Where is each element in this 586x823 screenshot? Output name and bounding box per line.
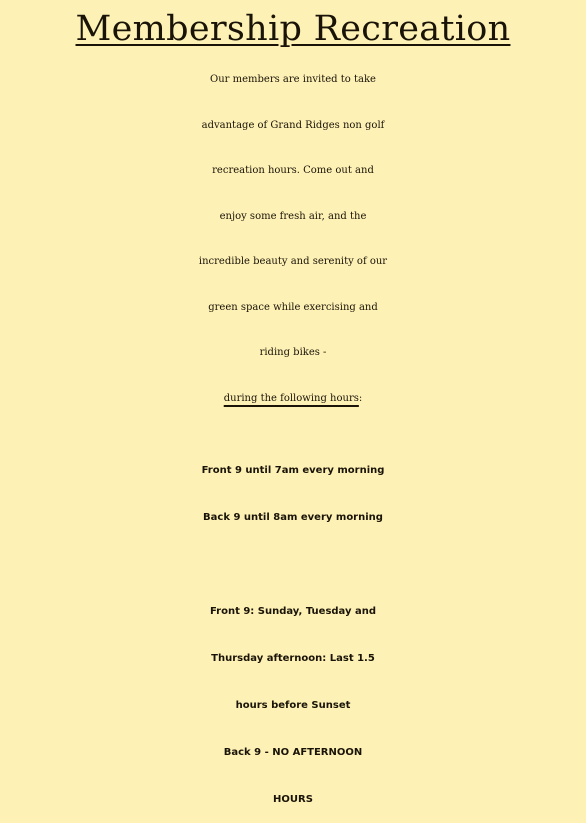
morning-hours [0, 447, 586, 541]
front-nine-morning: Front 9 until 7am every morning [201, 465, 385, 476]
notice-title [0, 6, 586, 52]
hours-heading-text: during the following hours [223, 392, 359, 404]
afternoon-line: hours before Sunset [235, 700, 351, 711]
intro-line: incredible beauty and serenity of our [198, 256, 388, 267]
hours-heading [0, 376, 586, 422]
afternoon-line: Back 9 - NO AFTERNOON [223, 747, 363, 758]
intro-line: advantage of Grand Ridges non golf [201, 119, 385, 131]
afternoon-line: Thursday afternoon: Last 1.5 [211, 653, 375, 664]
notice-intro [0, 57, 586, 421]
intro-line: Our members are invited to take [210, 74, 376, 85]
afternoon-line: Front 9: Sunday, Tuesday and [209, 606, 377, 617]
intro-line: recreation hours. Come out and [212, 165, 374, 176]
notice-title-text: Membership Recreation [75, 9, 511, 49]
back-nine-morning: Back 9 until 8am every morning [203, 512, 383, 523]
intro-line: enjoy some fresh air, and the [219, 210, 367, 222]
hours-heading-colon: : [358, 392, 363, 404]
intro-line: green space while exercising and [208, 301, 378, 313]
intro-line: riding bikes - [259, 347, 327, 358]
afternoon-hours [0, 588, 586, 823]
afternoon-line: HOURS [273, 794, 313, 805]
